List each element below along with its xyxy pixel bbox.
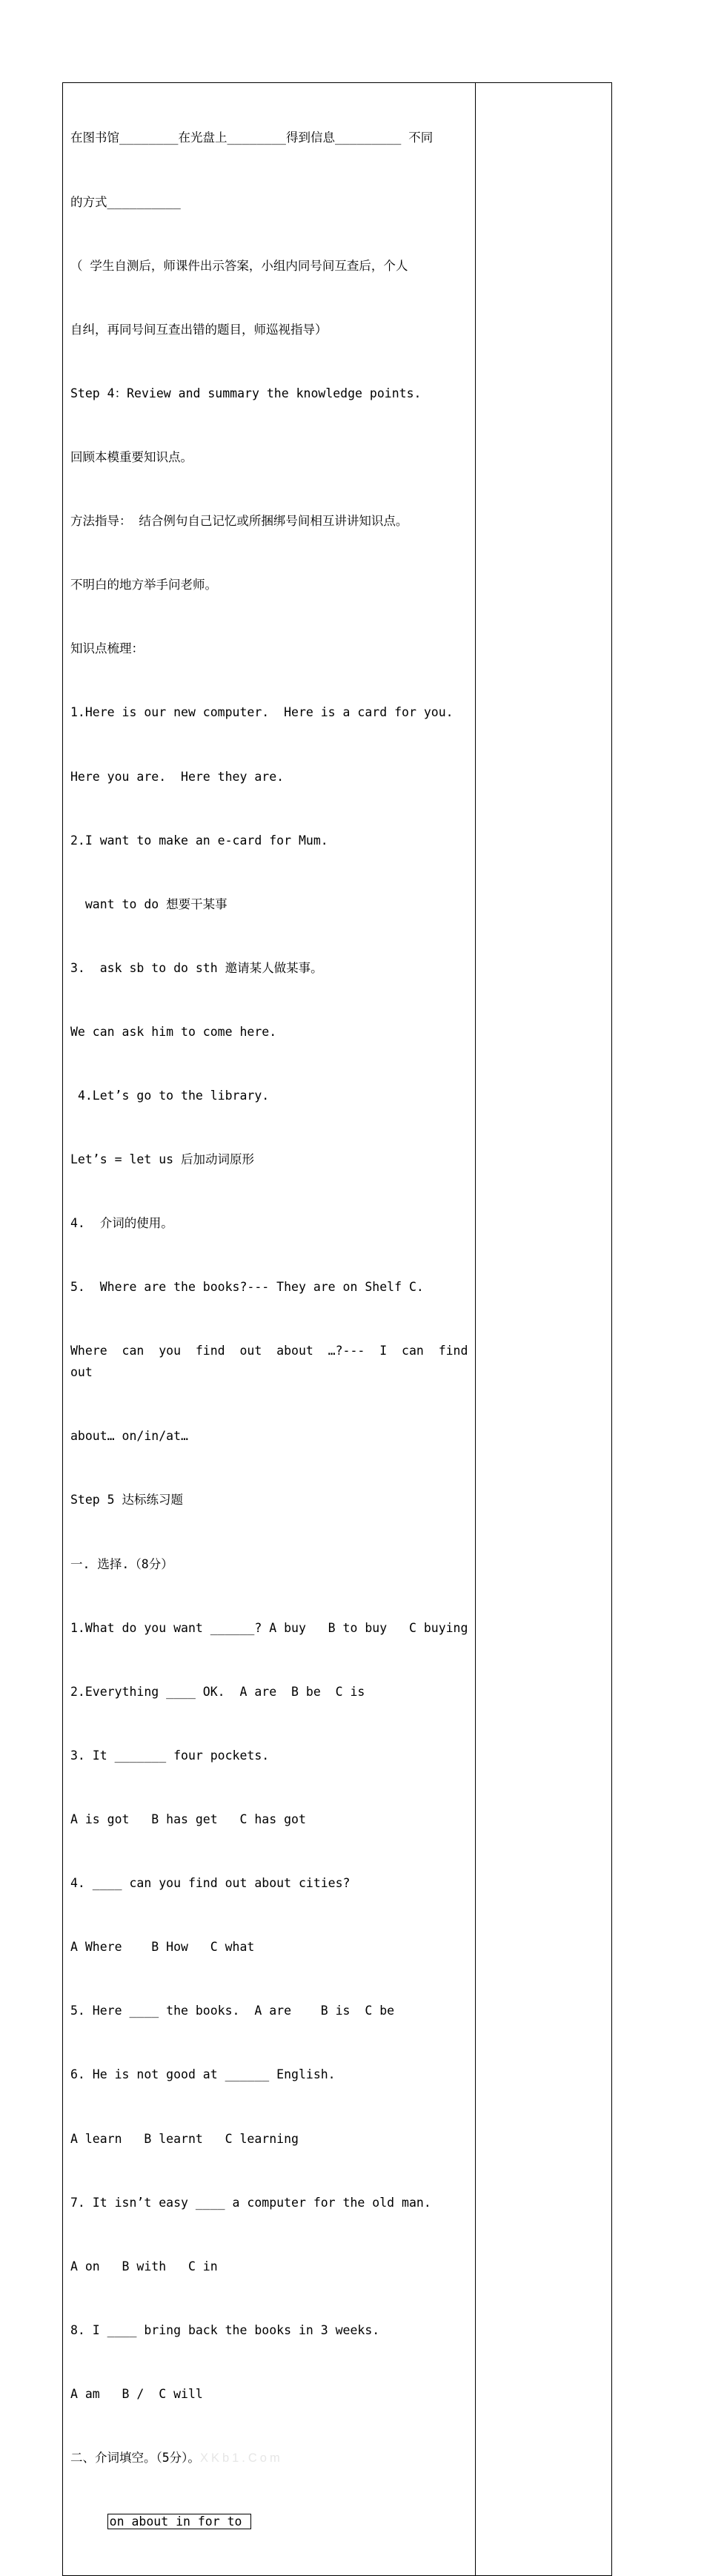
- text-line: 方法指导： 结合例句自己记忆或所捆绑号间相互讲讲知识点。: [70, 514, 408, 529]
- text-line: 知识点梳理：: [70, 641, 144, 656]
- text-line: about… on/in/at…: [70, 1429, 188, 1444]
- text-line: 3. It _______ four pockets.: [70, 1748, 270, 1763]
- text-line: 1.What do you want ______? A buy B to buy C buying: [70, 1620, 468, 1635]
- text-line: Step 4：Review and summary the knowledge points.: [70, 386, 422, 400]
- text-line: 不明白的地方举手问老师。: [70, 578, 217, 592]
- text-line: We can ask him to come here.: [70, 1024, 277, 1039]
- text-line: 5. Here ____ the books. A are B is C be: [70, 2004, 395, 2018]
- text-line: 8. I ____ bring back the books in 3 weeks.: [70, 2322, 380, 2337]
- main-content-cell: [63, 83, 483, 2576]
- text-line: 6. He is not good at ______ English.: [70, 2067, 336, 2082]
- text-line: A Where B How C what: [70, 1940, 255, 1955]
- text-line: A learn B learnt C learning: [70, 2131, 299, 2146]
- text-line: 5. Where are the books?--- They are on Shelf C.: [70, 1280, 424, 1295]
- section-2-title: 二、介词填空。（5分）。: [70, 2451, 200, 2466]
- content-body: [63, 83, 483, 2575]
- text-line: A am B / C will: [70, 2386, 203, 2401]
- text-line: 一. 选择.（8分）: [70, 1556, 173, 1571]
- word-box: on about in for to: [107, 2514, 252, 2529]
- text-line: Here you are. Here they are.: [70, 769, 285, 784]
- text-line: Where can you find out about …?--- I can find out: [70, 1344, 483, 1380]
- text-line: 1.Here is our new computer. Here is a card for you.: [70, 705, 454, 720]
- text-line: 2.I want to make an e-card for Mum.: [70, 833, 328, 848]
- text-line: A is got B has get C has got: [70, 1812, 306, 1826]
- text-line: Step 5 达标练习题: [70, 1493, 184, 1507]
- text-line: 在图书馆________在光盘上________得到信息_________ 不同: [70, 131, 434, 145]
- text-line: 7. It isn’t easy ____ a computer for the old man.: [70, 2195, 431, 2210]
- text-line: 自纠，再同号间互查出错的题目，师巡视指导）: [70, 322, 328, 337]
- text-line: Let’s = let us 后加动词原形: [70, 1152, 255, 1167]
- text-line: A on B with C in: [70, 2259, 218, 2273]
- text-line: 4.Let’s go to the library.: [70, 1089, 270, 1103]
- watermark: XKb1.Com: [199, 2451, 283, 2466]
- worksheet-table: [62, 82, 612, 2576]
- section-2-title-line: [70, 2448, 469, 2469]
- word-box-line: [70, 2511, 469, 2533]
- text-line: want to do 想要干某事: [70, 896, 228, 911]
- text-line: 4. 介词的使用。: [70, 1216, 173, 1231]
- text-line: 2.Everything ____ OK. A are B be C is: [70, 1684, 365, 1699]
- text-line: 的方式__________: [70, 194, 181, 209]
- text-line: 4. ____ can you find out about cities?: [70, 1876, 351, 1891]
- text-line: （ 学生自测后，师课件出示答案，小组内同号间互查后，个人: [70, 258, 408, 273]
- text-line: 回顾本模重要知识点。: [70, 449, 193, 464]
- side-notes-cell: [476, 83, 612, 2576]
- text-line: 3. ask sb to do sth 邀请某人做某事。: [70, 960, 323, 975]
